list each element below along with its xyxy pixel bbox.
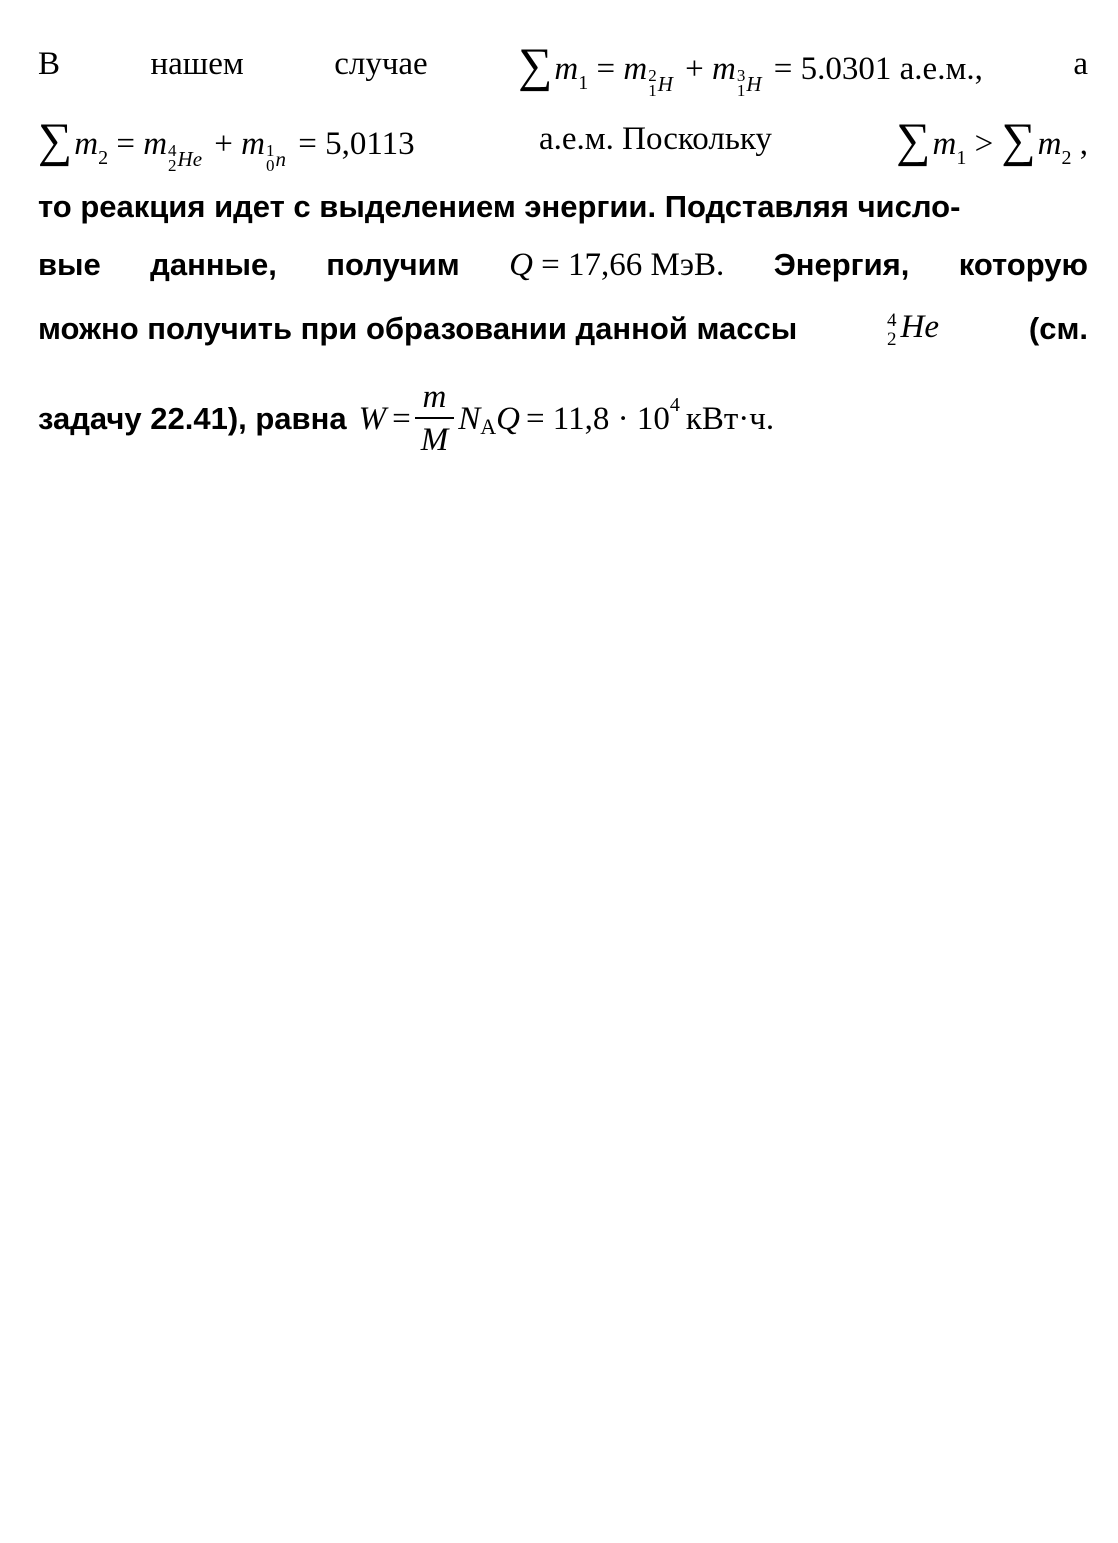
var-m: m [712, 51, 736, 87]
var-m: m [1037, 126, 1062, 162]
element-H: H [746, 72, 762, 96]
value: = 5,0113 [298, 126, 415, 162]
isotope-index: 3 1 [736, 66, 746, 101]
var-m: m [74, 126, 99, 162]
eq-sign: = [392, 400, 411, 437]
exponent: 4 [669, 393, 680, 416]
element-H: H [657, 72, 673, 96]
unit: а.е.м., [899, 51, 983, 87]
var-m: m [554, 51, 579, 87]
fraction-numerator: m [422, 379, 447, 415]
eq-sign: = [116, 126, 135, 162]
formula-inequality [896, 114, 1088, 169]
text-line-5 [38, 294, 1088, 364]
var-Q: Q [509, 246, 533, 283]
text-line-6 [38, 364, 1088, 474]
word: которую [958, 247, 1088, 282]
var-m: m [932, 126, 957, 162]
isotope-He4 [887, 309, 939, 349]
text-line-4 [38, 236, 1088, 294]
var-W: W [358, 400, 387, 437]
element-He: He [900, 309, 940, 346]
word: а [1073, 45, 1088, 82]
formula-w [359, 377, 775, 461]
var-m: m [623, 51, 648, 87]
text-fragment: можно получить при образовании данной массы [38, 311, 798, 346]
text-line-1 [38, 28, 1088, 100]
word: вые [38, 247, 101, 282]
sum-symbol: ∑ [518, 39, 553, 92]
comma: , [1079, 126, 1088, 162]
text-line-2 [38, 100, 1088, 178]
var-Q: Q [496, 400, 520, 437]
word: данные, [150, 247, 277, 282]
unit: МэВ. [650, 246, 725, 283]
subscript: 1 [956, 147, 967, 169]
element-n: n [275, 147, 286, 171]
text-fragment: а.е.м. Поскольку [538, 120, 772, 157]
fraction [415, 377, 455, 461]
plus-sign: + [685, 51, 704, 87]
fraction-denominator: M [420, 422, 449, 458]
value: = 17,66 [541, 246, 643, 283]
var-m: m [143, 126, 168, 162]
sum-symbol: ∑ [896, 114, 931, 167]
text-fragment: то реакция идет с выделением энергии. Подставляя число- [38, 189, 961, 224]
eq-sign: = [596, 51, 616, 87]
var-N: N [458, 400, 481, 437]
word: нашем [150, 45, 244, 82]
var-m: m [241, 126, 265, 162]
word: случае [334, 45, 428, 82]
sum-symbol: ∑ [1001, 114, 1036, 167]
document-page [38, 28, 1088, 474]
element-He: He [177, 147, 203, 171]
formula-sum-m1 [518, 39, 983, 101]
isotope-index: 4 2 [887, 309, 897, 350]
gt-sign: > [974, 126, 994, 162]
value: = 5.0301 [773, 51, 892, 87]
word: Энергия, [773, 247, 910, 282]
subscript: 2 [1061, 147, 1072, 169]
value: = 11,8 · 10 [525, 400, 670, 437]
subscript: 2 [98, 147, 109, 169]
text-line-3 [38, 178, 1088, 236]
formula-sum-m2 [38, 114, 415, 176]
text-fragment: (см. [1028, 311, 1088, 346]
text-fragment: задачу 22.41), равна [38, 401, 347, 436]
unit: кВт·ч. [685, 400, 775, 437]
isotope-index: 4 2 [168, 141, 177, 176]
subscript: 1 [578, 72, 589, 94]
word: В [38, 45, 61, 82]
sum-symbol: ∑ [38, 114, 73, 167]
subscript: A [480, 414, 497, 439]
word: получим [326, 247, 460, 282]
plus-sign: + [214, 126, 233, 162]
isotope-index: 2 1 [648, 66, 657, 101]
formula-q [509, 247, 724, 284]
isotope-index: 1 0 [266, 141, 275, 176]
